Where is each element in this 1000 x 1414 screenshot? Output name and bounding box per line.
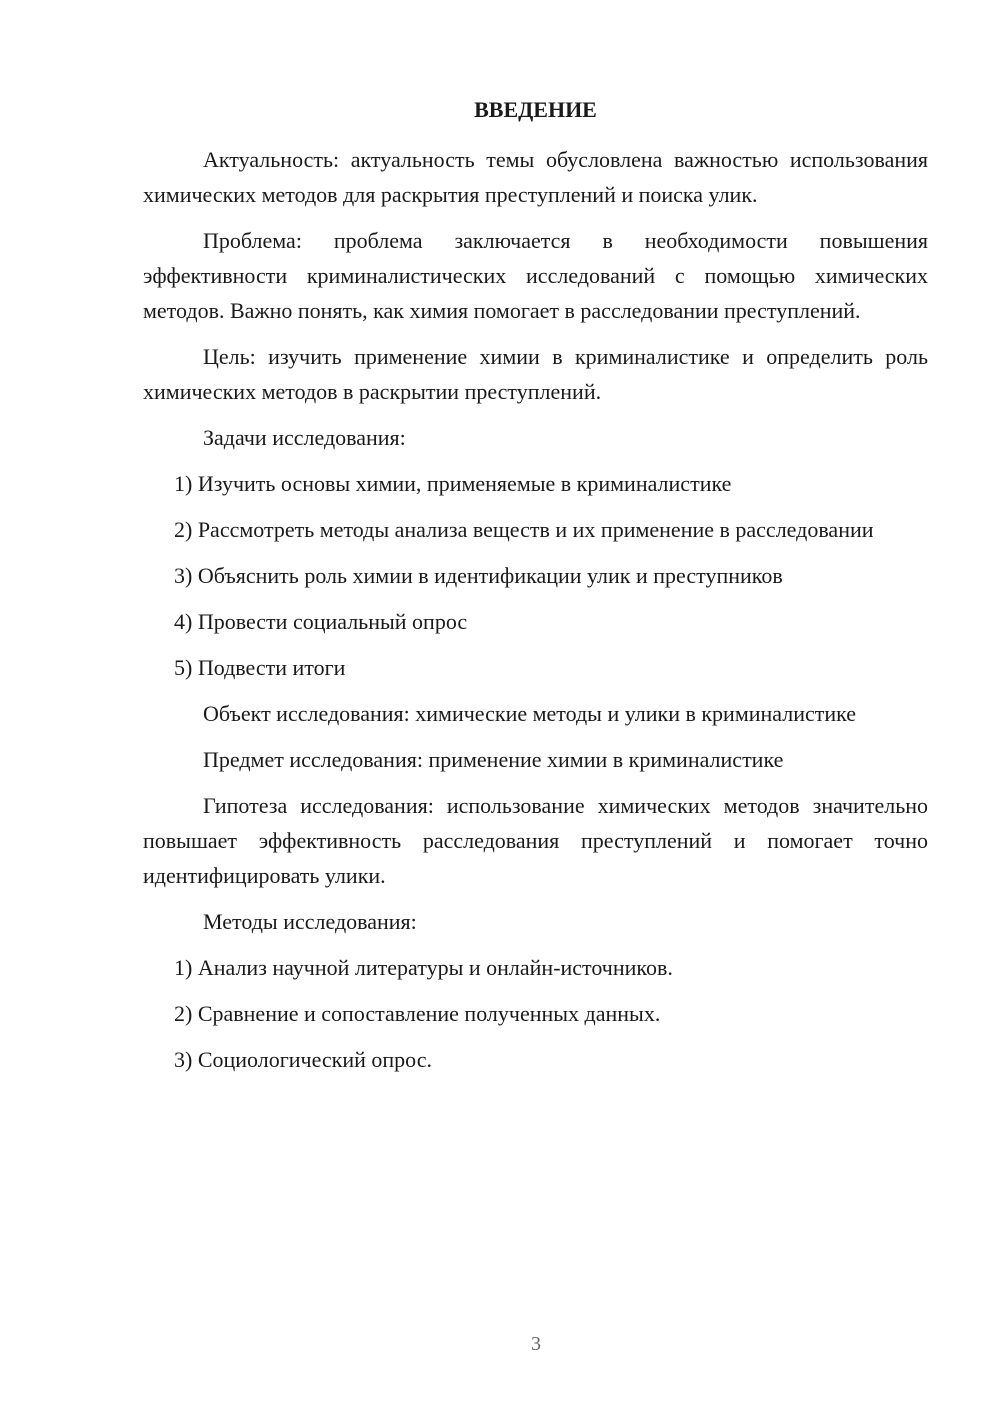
section-title: ВВЕДЕНИЕ (474, 97, 597, 122)
document-page (143, 92, 928, 1088)
task-item-5: 5) Подвести итоги (174, 655, 346, 680)
relevance-paragraph: Актуальность: актуальность темы обусловлена важностью использования химических методов для раскрытия преступлений и поиска улик. (143, 147, 928, 207)
task-item-1: 1) Изучить основы химии, применяемые в криминалистике (174, 471, 732, 496)
subject-paragraph: Предмет исследования: применение химии в криминалистике (203, 747, 784, 772)
tasks-heading: Задачи исследования: (203, 425, 406, 450)
method-item-1: 1) Анализ научной литературы и онлайн-источников. (174, 955, 673, 980)
task-item-3: 3) Объяснить роль химии в идентификации улик и преступников (174, 563, 783, 588)
task-item-4: 4) Провести социальный опрос (174, 609, 468, 634)
object-paragraph: Объект исследования: химические методы и улики в криминалистике (203, 701, 857, 726)
task-item-2: 2) Рассмотреть методы анализа веществ и их применение в расследовании (174, 517, 874, 542)
goal-paragraph: Цель: изучить применение химии в криминалистике и определить роль химических методов в раскрытии преступлений. (143, 344, 928, 404)
method-item-2: 2) Сравнение и сопоставление полученных данных. (174, 1001, 661, 1026)
method-item-3: 3) Социологический опрос. (174, 1047, 432, 1072)
problem-paragraph: Проблема: проблема заключается в необходимости повышения эффективности криминалистических исследований с помощью химических методов. Важно понять, как химия помогает в расследовании преступлений. (143, 228, 928, 323)
hypothesis-paragraph: Гипотеза исследования: использование химических методов значительно повышает эффективность расследования преступлений и помогает точно идентифицировать улики. (143, 793, 928, 888)
page-number: 3 (531, 1333, 541, 1355)
methods-heading: Методы исследования: (203, 909, 417, 934)
